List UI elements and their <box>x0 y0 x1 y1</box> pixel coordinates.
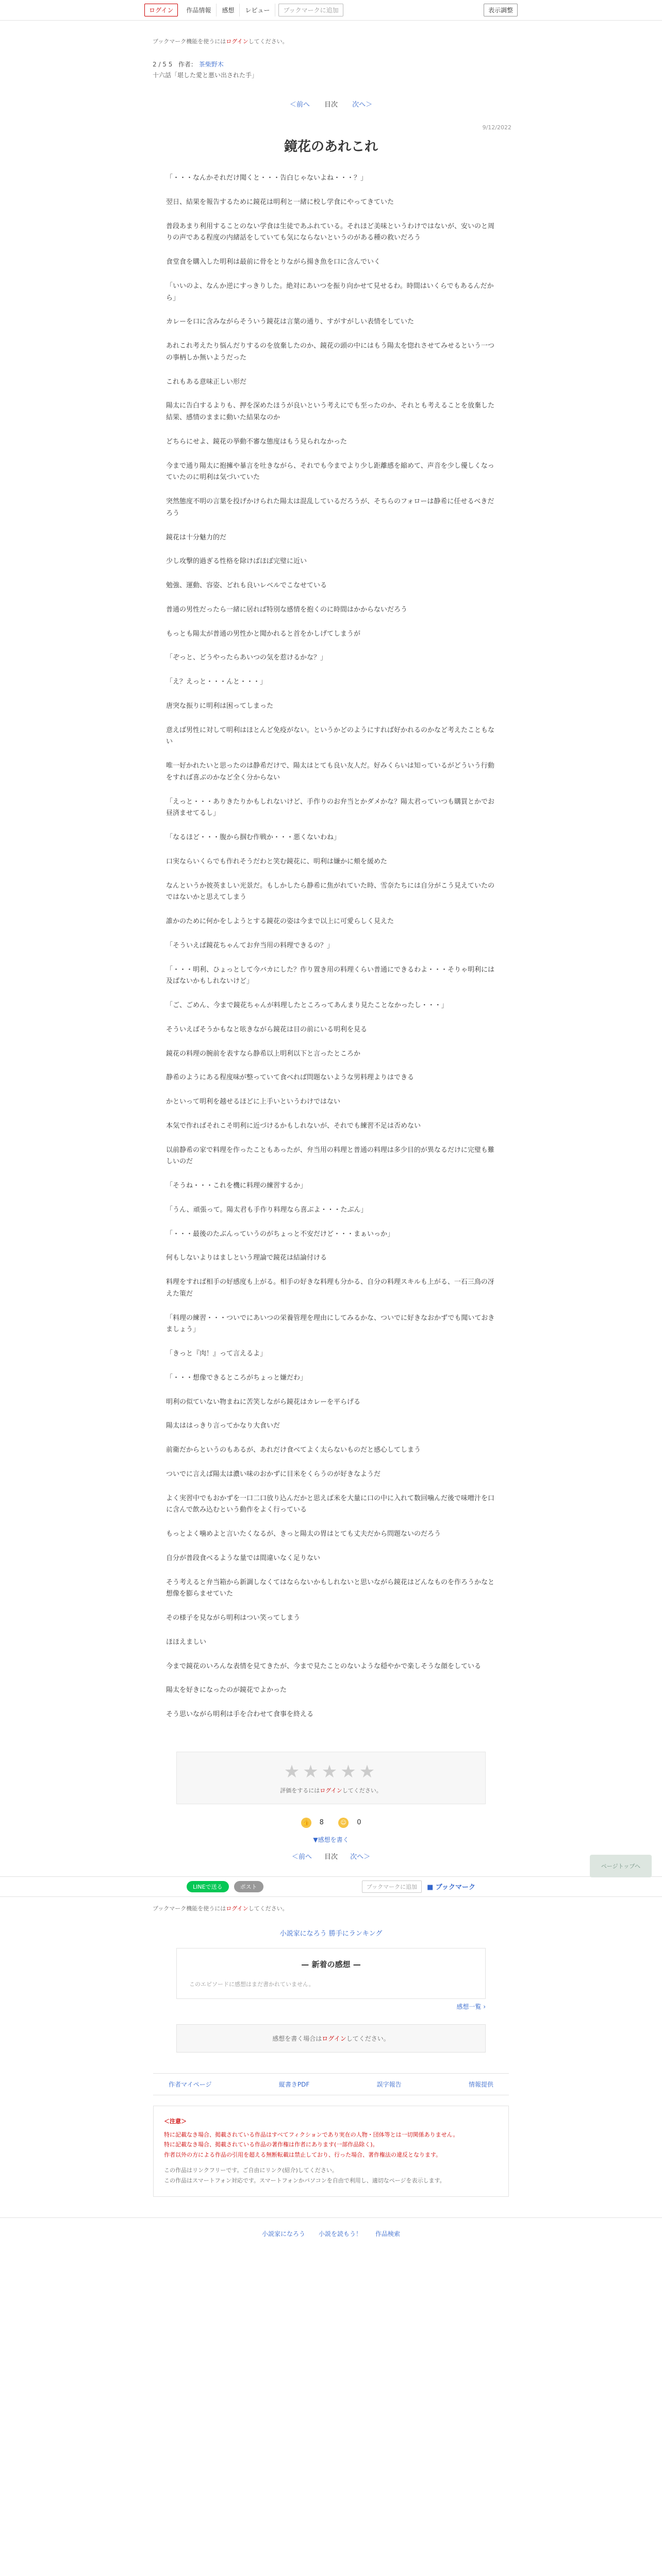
novel-paragraph: その様子を見ながら明利はつい笑ってしまう <box>166 1614 301 1622</box>
novel-paragraph: 唐突な振りに明利は困ってしまった <box>166 702 274 710</box>
novel-paragraph: 静希のようにある程度味が整っていて食べれば問題ないような男料理よりはできる <box>166 1074 415 1082</box>
novel-paragraph: 前衛だからというのもあるが、あれだけ食べてよく太らないものだと感心してしまう <box>166 1446 421 1454</box>
reviews-link[interactable]: 感想 <box>217 4 240 16</box>
caution-line: 作者以外の方による作品の引用を超える無断転載は禁止しており、行った場合、著作権法の違反となります。 <box>164 2151 442 2159</box>
notice-login-link[interactable]: ログイン <box>226 38 249 45</box>
novel-paragraph: ついでに言えば陽太は濃い味のおかずに目米をくらうのが好きなようだ <box>166 1470 381 1478</box>
line-share-button[interactable]: LINEで送る <box>187 1881 229 1892</box>
novel-paragraph: 誰かのために何かをしようとする鏡花の姿は今まで以上に可愛らしく見えた <box>166 918 394 925</box>
novel-paragraph: 自分が普段食べるような量では間違いなく足りない <box>166 1554 321 1562</box>
novel-paragraph: もっとも陽太が普通の男性かと聞かれると首をかしげてしまうが <box>166 630 361 638</box>
evaluation-box <box>176 1752 486 1804</box>
emoji-count: 0 <box>357 1818 361 1826</box>
bookmark-notice <box>0 21 662 45</box>
novel-paragraph: 何もしないよりはましという理論で鏡花は結論付ける <box>166 1254 327 1262</box>
page-top-button[interactable]: ページトップへ <box>590 1855 652 1877</box>
novel-paragraph: 「・・・なんかそれだけ聞くと・・・告白じゃないよね・・・？」 <box>166 174 368 182</box>
prev-link-bottom[interactable]: ＜前へ <box>291 1853 312 1861</box>
novel-paragraph: 鏡花の料理の腕前を表すなら静希以上明利以下と言ったところか <box>166 1049 361 1058</box>
toc-link[interactable]: 目次 <box>324 101 338 109</box>
next-link[interactable]: 次へ＞ <box>352 101 373 109</box>
works-link[interactable]: 作品情報 <box>181 4 217 16</box>
episode-title: 鏡花のあれこれ <box>284 139 378 155</box>
novel-paragraph: これもある意味正しい形だ <box>166 378 247 386</box>
novel-paragraph: もっとよく噛めよと言いたくなるが、きっと陽太の胃はとても丈夫だから問題ないのだろう <box>166 1530 441 1538</box>
evaluation-note <box>177 1786 485 1794</box>
comment-text: 感想を書く場合は <box>272 2035 322 2042</box>
top-bar <box>0 0 662 21</box>
comment-text-post: してください。 <box>346 2035 390 2042</box>
smile-icon: ☺ <box>338 1818 349 1828</box>
bookmark-controls <box>362 1880 475 1893</box>
novel-paragraph: 鏡花は十分魅力的だ <box>166 533 227 541</box>
episode-pager-top <box>0 99 662 109</box>
novel-paragraph: 「そういえば鏡花ちゃんてお弁当用の料理できるの？」 <box>166 941 334 950</box>
write-review-link[interactable]: ▼感想を書く <box>313 1836 349 1843</box>
author-label: 作者： <box>178 61 197 68</box>
novel-paragraph: そう思いながら明利は手を合わせて食事を終える <box>166 1710 314 1718</box>
bookmark-add-button[interactable]: ブックマークに追加 <box>278 4 343 16</box>
star-rating[interactable]: ★★★★★ <box>284 1761 378 1782</box>
episode-date: 9/12/2022 <box>482 124 511 131</box>
reactions <box>0 1818 662 1828</box>
episode-counter: 2 / 5 5 <box>153 61 173 68</box>
notice-text-bottom: ブックマーク機能を使うには <box>153 1905 226 1912</box>
novel-paragraph: 口実ならいくらでも作れそうだわと笑む鏡花に、明利は嫌かに頬を緩めた <box>166 857 387 866</box>
x-post-button[interactable]: ポスト <box>234 1881 263 1892</box>
bookmark-add-button-bottom[interactable]: ブックマークに追加 <box>362 1880 422 1893</box>
typo-report-link[interactable]: 誤字報告 <box>376 2080 402 2088</box>
chapter-title: 十六話「堪した愛と悪い出された手」 <box>153 72 258 79</box>
novel-paragraph: よく実習中でもおかずを一口二口放り込んだかと思えば米を大量に口の中に入れて数回噛んだ後で味噌汁を口に含んで飲み込むという動作をよく行っている <box>166 1494 495 1514</box>
prev-link[interactable]: ＜前へ <box>289 101 310 109</box>
novel-paragraph: 陽太ははっきり言ってかなり大食いだ <box>166 1422 280 1430</box>
new-reviews-title: — 新着の感想 — <box>301 1959 361 1969</box>
novel-paragraph: 勉強、運動、容姿、どれも良いレベルでこなせている <box>166 582 327 589</box>
novel-paragraph: 今まで鏡花のいろんな表情を見てきたが、今まで見たことのないような穏やかで楽しそうな顔をしている <box>166 1662 482 1670</box>
top-nav <box>144 4 343 16</box>
caution-head: ＜注意＞ <box>164 2117 187 2125</box>
novel-paragraph: カレーを口に含みながらそういう鏡花は言葉の通り、すがすがしい表情をしていた <box>166 318 415 326</box>
novel-paragraph: 本気で作ればそれこそ明利に近づけるかもしれないが、それでも練習不足は否めない <box>166 1122 421 1130</box>
novel-paragraph: 今まで通り陽太に抱擁や暴言を吐きながら、それでも今までより少し距離感を縮めて、声音を少し優しくなっていたのに明利は気づいていた <box>166 462 494 482</box>
novel-paragraph: 「料理の練習・・・ついでにあいつの栄養管理を理由にしてみるかな、ついでに好きなおかずでも聞いておきましょう」 <box>166 1314 495 1334</box>
eval-note-post: してください。 <box>342 1787 382 1794</box>
notice-login-link-bottom[interactable]: ログイン <box>226 1905 249 1912</box>
notice-text-post: してください。 <box>248 38 288 45</box>
novel-paragraph: あれこれ考えたり悩んだりするのを放棄したのか、鏡花の頭の中にはもう陽太を惚れさせてみせるという一つの事柄しか無いようだった <box>166 342 495 362</box>
novel-paragraph: 翌日、結果を報告するために鏡花は明利と一緒に校し学食にやってきていた <box>166 198 394 206</box>
eval-login-link[interactable]: ログイン <box>320 1787 342 1794</box>
login-button[interactable]: ログイン <box>144 4 178 16</box>
notice-text-post-bottom: してください。 <box>248 1905 288 1912</box>
emoji-reaction[interactable] <box>335 1818 364 1828</box>
author-mypage-link[interactable]: 作者マイページ <box>169 2080 212 2088</box>
novel-paragraph: 「え？えっと・・・んと・・・」 <box>166 678 267 686</box>
novel-paragraph: 「ぞっと、どうやったらあいつの気を惹けるかな？」 <box>166 654 327 662</box>
like-reaction[interactable] <box>298 1818 327 1828</box>
next-link-bottom[interactable]: 次へ＞ <box>350 1853 371 1861</box>
novel-paragraph: 明利の似ていない物まねに苦笑しながら鏡花はカレーを平らげる <box>166 1398 361 1406</box>
novel-paragraph: 陽太を好きになったのが鏡花でよかった <box>166 1686 287 1694</box>
novel-paragraph: 料理をすれば相手の好感度も上がる。相手の好きな料理も分かる、自分の料理スキルも上がる、一石三鳥の冴えた策だ <box>166 1278 494 1298</box>
comment-login-box <box>176 2024 486 2053</box>
novel-paragraph: 少し攻撃的過ぎる性格を除けばほぼ完璧に近い <box>166 557 307 566</box>
share-bar <box>0 1876 662 1897</box>
novel-paragraph: 普段あまり利用することのない学食は生徒であふれている。それほど美味というわけではないが、安いのと周りの声である程度の内緒話をしていても気にならないというのがある種の救いだろう <box>166 222 495 242</box>
novel-paragraph: 「・・・想像できるところがちょっと嫌だわ」 <box>166 1374 307 1382</box>
thumbs-up-icon: 👍 <box>301 1818 311 1828</box>
novel-paragraph: 普通の男性だったら一緒に居れば特別な感情を抱くのに時間はかからないだろう <box>166 605 408 614</box>
caution-line: 特に記載なき場合、掲載されている作品はすべてフィクションであり実在の人物・団体等とは一切関係ありません。 <box>164 2131 459 2138</box>
all-reviews-link[interactable]: 感想一覧 › <box>456 2003 486 2010</box>
bookmark-notice-bottom <box>0 1897 662 1912</box>
episode-pager-bottom <box>0 1851 662 1861</box>
work-info <box>0 45 662 79</box>
no-reviews-text: このエピソードに感想はまだ書かれていません。 <box>189 1980 315 1988</box>
new-reviews-box <box>176 1948 486 1999</box>
novel-paragraph: 「・・・明利、ひょっとして今バカにした？作り置き用の料理くらい普通にできるわよ・・・そりゃ明利には及ばないかもしれないけど」 <box>166 965 495 986</box>
novel-paragraph: そういえばそうかもなと呟きながら鏡花は目の前にいる明利を見る <box>166 1025 368 1033</box>
bookmark-link[interactable]: ■ ブックマーク <box>427 1884 475 1892</box>
ranking-link[interactable]: 小説家になろう 勝手にランキング <box>279 1929 383 1938</box>
caution-line: 特に記載なき場合、掲載されている作品の著作権は作者にあります(一部作品除く)。 <box>164 2141 378 2148</box>
like-count: 8 <box>319 1818 324 1826</box>
eval-note-text: 評価をするには <box>280 1787 320 1794</box>
novel-paragraph: 「きっと『肉！』って言えるよ」 <box>166 1350 267 1358</box>
novel-paragraph: どちらにせよ、鏡花の挙動不審な態度はもう見られなかった <box>166 437 347 446</box>
novel-paragraph: かといって明利を越せるほどに上手いというわけではない <box>166 1098 341 1106</box>
info-report-link[interactable]: 情報提供 <box>468 2080 493 2088</box>
novel-paragraph: 「いいのよ、なんか逆にすっきりした。絶対にあいつを振り向かせて見せるわ。時間はいくらでもあるんだから」 <box>166 282 494 302</box>
footer-link-yomou[interactable]: 小説を読もう！ <box>318 2230 362 2238</box>
novel-paragraph: 以前静希の家で料理を作ったこともあったが、弁当用の料理と普通の料理は多少目的が異なるだけに完璧も難しいのだ <box>166 1146 494 1166</box>
smartphone-note: この作品はスマートフォン対応です。スマートフォンかパソコンを自由で利用し、適切なページを表示します。 <box>164 2177 445 2184</box>
footer-link-search[interactable]: 作品検索 <box>375 2230 401 2238</box>
caution-box <box>153 2106 509 2197</box>
novel-paragraph: 意えば男性に対して明利はほとんど免疫がない。というかどのようにすれば好かれるのかなど考えたこともない <box>166 726 495 746</box>
novel-paragraph: 「・・・最後のたぶんっていうのがちょっと不安だけど・・・まぁいっか」 <box>166 1230 394 1238</box>
novel-paragraph: そう考えると弁当箱から新調しなくてはならないかもしれないと思いながら鏡花はどんなものを作ろうかなと想像を膨らませていた <box>166 1578 495 1598</box>
novel-paragraph: 「ご、ごめん、今まで鏡花ちゃんが料理したところってあんまり見たことなかったし・・・」 <box>166 1002 448 1009</box>
novel-paragraph: 唯一好かれたいと思ったのは静希だけで、陽太はとても良い友人だ。好みくらいは知っているがどういう行動をすれば喜ぶのかなど全く分からない <box>166 762 494 782</box>
novel-paragraph: 食堂食を購入した明利は最前に骨をとりながら揚き魚を口に含んでいく <box>166 258 381 266</box>
author-link[interactable]: 茶柴野木 <box>198 61 224 68</box>
footer-link-narou[interactable]: 小説家になろう <box>261 2230 305 2238</box>
author-tools-nav <box>153 2073 509 2095</box>
novel-paragraph: 「そうね・・・これを機に料理の練習するか」 <box>166 1182 307 1190</box>
novel-paragraph: 「なるほど・・・腹から掴む作戦か・・・悪くないわね」 <box>166 834 341 841</box>
notice-text: ブックマーク機能を使うには <box>153 38 226 45</box>
display-settings-button[interactable]: 表示調整 <box>484 4 518 16</box>
novel-paragraph: 突然態度不明の言葉を投げかけられた陽太は混乱しているだろうが、そちらのフォローは静希に任せるべきだろう <box>166 498 494 517</box>
review-link[interactable]: レビュー <box>240 4 275 16</box>
novel-paragraph: ほほえましい <box>166 1638 207 1646</box>
share-buttons <box>187 1881 263 1892</box>
comment-login-link[interactable]: ログイン <box>322 2035 346 2042</box>
novel-body <box>166 173 496 1721</box>
site-footer <box>0 2217 662 2249</box>
vertical-pdf-link[interactable]: 縦書きPDF <box>278 2080 310 2088</box>
novel-paragraph: 「うん、頑張って。陽太君も手作り料理なら喜ぶよ・・・たぶん」 <box>166 1206 368 1214</box>
novel-paragraph: 「えっと・・・ありきたりかもしれないけど、手作りのお弁当とかダメかな？陽太君っていつも購買とかでお昼済ませてるし」 <box>166 798 495 818</box>
novel-paragraph: なんというか彼英ましい光景だ。もしかしたら静希に焦がれていた時、雪奈たちには自分がこう見えていたのではないかと思えてしまう <box>166 882 495 902</box>
novel-paragraph: 陽太に告白するよりも、押を深めたほうが良いという考えにでも至ったのか、それとも考えることを放棄した結果、感情のままに動いた結果なのか <box>166 402 495 421</box>
toc-link-bottom[interactable]: 目次 <box>324 1853 338 1861</box>
link-free-note: この作品はリンクフリーです。ご自由にリンク(紹介)してください。 <box>164 2166 338 2174</box>
